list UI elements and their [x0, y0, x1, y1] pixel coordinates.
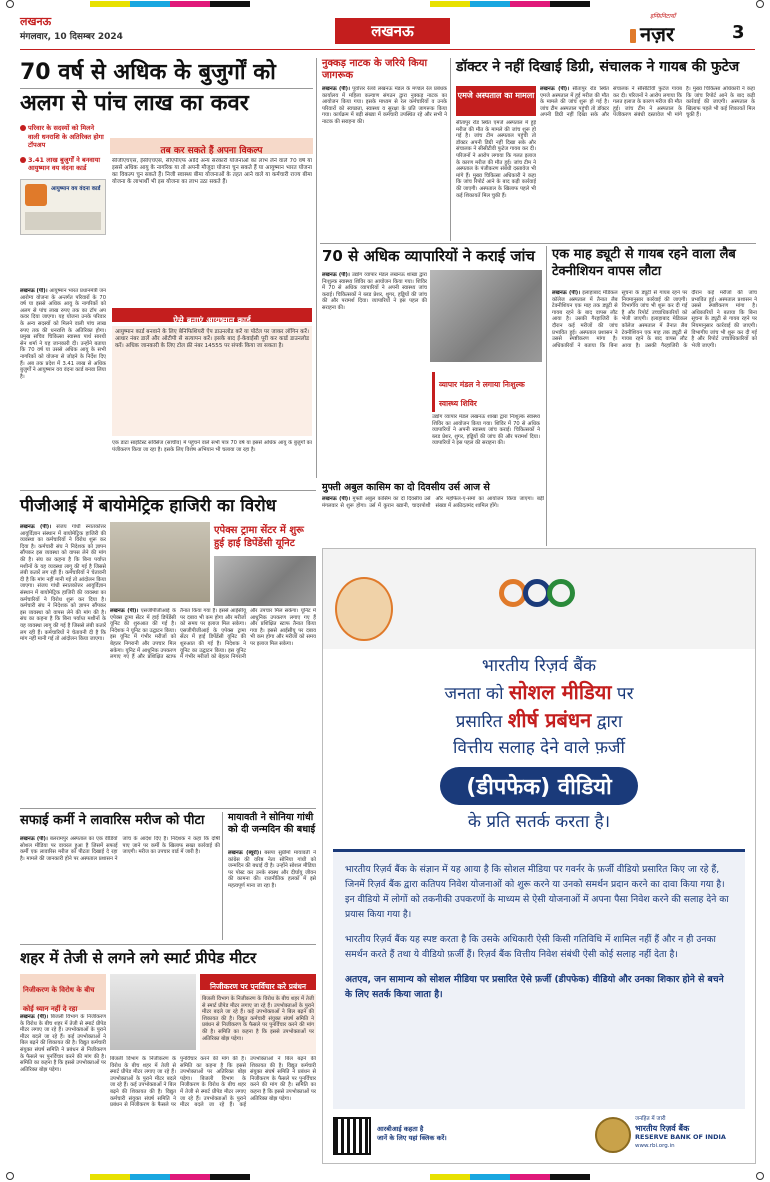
story10-headline: मायावती ने सोनिया गांधी को दी जन्मदिन की बधाई: [228, 812, 316, 835]
ad-pill: (डीपफेक) वीडियो: [440, 767, 637, 805]
ad-footer: [333, 1115, 745, 1159]
bullet-icon: [20, 125, 26, 131]
brand-name: नज़र: [640, 22, 675, 46]
story3-kicker: एमजे अस्पताल का मामला: [456, 86, 536, 116]
story1-highlight1: परिवार के सदस्यों को मिलने वाली धनराशि के अतिरिक्त होगा टॉपअप: [20, 124, 106, 150]
rbi-advertisement: [322, 548, 756, 1164]
story1-headline: [20, 58, 313, 119]
story2-headline: नुक्कड़ नाटक के जरिये किया जागरूक: [322, 58, 428, 81]
story10-body: लखनऊ (ब्यूरो)। बसपा सुप्रीमो मायावती ने कांग्रेस की वरिष्ठ नेता सोनिया गांधी को जन्मदिन की बधाई दी है। उन्होंने सोशल मीडिया पर पोस्ट कर उनके स्वस्थ और दीर्घायु जीवन की कामना की। राजनीतिक हलकों में इसे महत्वपूर्ण माना जा रहा है।: [228, 850, 316, 889]
rbi-seal-icon: [595, 1117, 631, 1153]
ad-body-box: [333, 849, 745, 1109]
registration-mark: [6, 0, 14, 8]
story1-subhead1: [110, 138, 313, 154]
story8-building-photo: [110, 522, 210, 602]
ad-line2: जनता को सोशल मीडिया पर: [444, 680, 634, 704]
ad-footer-left: आरबीआई कहता है जानें के लिए यहां क्लिक करें।: [377, 1125, 447, 1142]
story11-kicker: निजीकरण के विरोध के बीच कोई ध्यान नहीं दे रहा: [20, 974, 106, 1010]
story8-headline: एपेक्स ट्रामा सेंटर में शुरू हुई हाई डिपेंडेंसी यूनिट: [214, 525, 304, 549]
ad-para1: भारतीय रिज़र्व बैंक के संज्ञान में यह आया है कि सोशल मीडिया पर गवर्नर के फ़र्जी वीडियो प्रसारित किए जा रहे हैं, जिनमें रिज़र्व बैंक द्वारा कतिपय निवेश योजनाओं को शुरू करने या उनको समर्थन प्रदान करने का दावा किया गया है। इन वीडियो में लोगों को तकनीकी उपकरणों के माध्यम से ऐसी योजनाओं में अपना पैसा निवेश करने की सलाह देने का प्रयास किया गया है।: [345, 864, 729, 920]
story4-body2: उद्योग व्यापार मंडल लखनऊ शाखा द्वारा निःशुल्क स्वास्थ्य शिविर का आयोजन किया गया। शिविर में 70 से अधिक व्यापारियों ने अपनी स्वास्थ्य जांच कराई। चिकित्सकों ने ब्लड प्रेशर, शुगर, हड्डियों की जांच की और परामर्श दिया। व्यापारियों ने इस पहल की सराहना की।: [432, 414, 540, 447]
masthead: [20, 10, 755, 50]
masthead-city: लखनऊ: [20, 15, 52, 28]
ad-para3: अतएव, जन सामान्य को सोशल मीडिया पर प्रसारित ऐसे फ़र्जी (डीपफेक) वीडियो और उनका शिकार होने से बचने के लिए सतर्क किया जाता है।: [345, 974, 724, 1000]
masthead-date: मंगलवार, 10 दिसम्बर 2024: [20, 32, 123, 42]
story8-inauguration-photo: [214, 556, 316, 606]
story8-body: लखनऊ (पी)। एसजीपीजीआई के एपेक्स ट्रामा सेंटर में हाई डिपेंडेंसी यूनिट की शुरुआत की गई है। निदेशक ने यूनिट का उद्घाटन किया। इस यूनिट में गंभीर मरीजों को बेहतर निगरानी और उपचार मिल सकेगा। यूनिट में आधुनिक उपकरण लगाए गए हैं और प्रशिक्षित स्टाफ तैनात किया गया है। इससे आईसीयू पर दबाव भी कम होगा और मरीजों को समय पर इलाज मिल सकेगा। एसजीपीजीआई के एपेक्स ट्रामा सेंटर में हाई डिपेंडेंसी यूनिट की शुरुआत की गई है। निदेशक ने यूनिट का उद्घाटन किया। इस यूनिट में गंभीर मरीजों को बेहतर निगरानी और उपचार मिल सकेगा। यूनिट में आधुनिक उपकरण लगाए गए हैं और प्रशिक्षित स्टाफ तैनात किया गया है। इससे आईसीयू पर दबाव भी कम होगा और मरीजों को समय पर इलाज मिल सकेगा।: [110, 608, 316, 661]
ad-line1: भारतीय रिज़र्व बैंक: [481, 656, 597, 676]
story4-headline: 70 से अधिक व्यापारियों ने कराई जांच: [322, 247, 535, 265]
bullet-icon: [20, 157, 26, 163]
print-marks-bottom: [0, 1172, 770, 1182]
story6-headline: एक माह ड्यूटी से गायब रहने वाला लैब टेक्नीशियन वापस लौटा: [552, 247, 736, 279]
story9-headline: सफाई कर्मी ने लावारिस मरीज को पीटा: [20, 813, 205, 828]
story1-highlights: [20, 124, 106, 284]
ad-line6: के प्रति सतर्क करता है।: [467, 812, 611, 832]
story1-subhead2-text: ऐसे बनाएं आयुष्मान कार्ड: [173, 316, 251, 326]
story11-subhead: निजीकरण पर पुनर्विचार करे प्रबंधन: [200, 974, 316, 990]
story4-body: लखनऊ (पी)। उद्योग व्यापार मंडल लखनऊ शाखा द्वारा निःशुल्क स्वास्थ्य शिविर का आयोजन किया गया। शिविर में 70 से अधिक व्यापारियों ने अपनी स्वास्थ्य जांच कराई। चिकित्सकों ने ब्लड प्रेशर, शुगर, हड्डियों की जांच की और परामर्श दिया। व्यापारियों ने इस पहल की सराहना की।: [322, 272, 427, 311]
registration-mark: [756, 0, 764, 8]
ad-para2: भारतीय रिज़र्व बैंक यह स्पष्ट करता है कि उसके अधिकारी ऐसी किसी गतिविधि में शामिल नहीं हैं और न ही उनका समर्थन करते हैं तथा ये वीडियो फ़र्जी हैं। रिज़र्व बैंक वित्तीय निवेश संबंधी ऐसी कोई सलाह नहीं देता है।: [345, 934, 716, 960]
brand-pen-icon: [630, 29, 636, 43]
story1-body-a: आयुष्मान भारत प्रधानमंत्री जन आरोग्य योजना के अन्तर्गत परिवारों के 70 वर्ष या इससे अधिक आयु के नागरिकों को अलग से पांच लाख रुपए तक का टॉप अप कवर दिया जाएगा। यह योजना उनके परिवार के अन्य सदस्यों को मिलने वाली पांच लाख रुपए तक की धनराशि के अतिरिक्त होगा। प्रमुख सचिव चिकित्सा स्वास्थ्य पार्थ सारथी सेन शर्मा ने यह जानकारी दी। उन्होंने बताया कि 70 वर्ष या उससे अधिक आयु के सभी नागरिकों को योजना से जोड़ने के निर्देश दिए हैं। अब तक प्रदेश में 3.41 लाख से अधिक बुजुर्गों ने आयुष्मान वय वंदना कार्ड बनवा लिया है।: [20, 288, 106, 380]
smart-meter-photo: [110, 974, 196, 1050]
story4-photo: [430, 270, 542, 362]
story11-body-mid: बिजली विभाग के निजीकरण के विरोध के बीच शहर में तेजी से स्मार्ट प्रीपेड मीटर लगाए जा रहे हैं। उपभोक्ताओं के पुराने मीटर बदले जा रहे हैं। कई उपभोक्ताओं ने बिल बढ़ने की शिकायत की है। विद्युत कर्मचारी संयुक्त संघर्ष समिति ने प्रबंधन से निजीकरण के फैसले पर पुनर्विचार करने की मांग की है। समिति का कहना है कि इससे उपभोक्ताओं पर अतिरिक्त बोझ पड़ेगा।: [200, 994, 316, 1054]
page-number: 3: [732, 22, 745, 43]
ad-swirl-logo-icon: [499, 579, 579, 619]
brand-logo: [630, 20, 674, 47]
story11-headline: शहर में तेजी से लगने लगे स्मार्ट प्रीपेड मीटर: [20, 949, 257, 967]
ayushman-card-image: [20, 179, 106, 235]
story7-body: लखनऊ (पी)। संजय गांधी स्नातकोत्तर आयुर्विज्ञान संस्थान में बायोमेट्रिक हाजिरी की व्यवस्था का कर्मचारियों ने विरोध शुरू कर दिया है। कर्मचारी संघ ने निदेशक को ज्ञापन सौंपकर इस व्यवस्था को वापस लेने की मांग की है। संघ का कहना है कि बिना पर्याप्त मशीनों के यह व्यवस्था लागू की गई है जिससे लंबी कतारें लग रही हैं। कर्मचारियों ने चेतावनी दी है कि मांग नहीं मानी गई तो आंदोलन किया जाएगा। संजय गांधी स्नातकोत्तर आयुर्विज्ञान संस्थान में बायोमेट्रिक हाजिरी की व्यवस्था का कर्मचारियों ने विरोध शुरू कर दिया है। कर्मचारी संघ ने निदेशक को ज्ञापन सौंपकर इस व्यवस्था को वापस लेने की मांग की है। संघ का कहना है कि बिना पर्याप्त मशीनों के यह व्यवस्था लागू की गई है जिससे लंबी कतारें लग रही हैं। कर्मचारियों ने चेतावनी दी है कि मांग नहीं मानी गई तो आंदोलन किया जाएगा।: [20, 524, 106, 643]
story1-body-d: एक डाटा साइंटिस्ट सर्विसेज (साचीव) में पहुंचने वाले सभी पात्र 70 वर्ष या इससे अधिक आयु के बुजुर्गों का पंजीकरण किया जा रहा है। इसके लिए विशेष अभियान भी चलाया जा रहा है।: [112, 440, 312, 453]
ad-footer-right: जनहित में जारी भारतीय रिज़र्व बैंक RESERVE BANK OF INDIA www.rbi.org.in: [635, 1116, 726, 1149]
brand-small: इन्फ़िनिटायाँ: [650, 13, 676, 20]
story1-headline-line2: अलग से पांच लाख का कवर: [20, 88, 313, 119]
ad-line3: प्रसारित शीर्ष प्रबंधन द्वारा: [455, 708, 623, 732]
ad-headline: [323, 653, 755, 837]
story11-body-left: लखनऊ (पी)। बिजली विभाग के निजीकरण के विरोध के बीच शहर में तेजी से स्मार्ट प्रीपेड मीटर लगाए जा रहे हैं। उपभोक्ताओं के पुराने मीटर बदले जा रहे हैं। कई उपभोक्ताओं ने बिल बढ़ने की शिकायत की है। विद्युत कर्मचारी संयुक्त संघर्ष समिति ने प्रबंधन से निजीकरण के फैसले पर पुनर्विचार करने की मांग की है। समिति का कहना है कि इससे उपभोक्ताओं पर अतिरिक्त बोझ पड़ेगा।: [20, 1014, 106, 1073]
story1-subhead2: [112, 308, 312, 326]
print-marks-top: [0, 0, 770, 8]
story5-body: लखनऊ (पी)। मुफ्ती अबुल कासिम का दो दिवसीय उर्स मंगलवार से शुरू होगा। उर्स में कुरान ख्वानी, चादरपोशी और महफिल-ए-समां का आयोजन किया जाएगा। बड़ी संख्या में अकीदतमंद शामिल होंगे।: [322, 496, 544, 509]
story3-body-left: सीतापुर रोड स्थित एमजे अस्पताल में हुई मरीज की मौत के मामले की जांच शुरू हो गई है। जांच टीम अस्पताल पहुंची तो डॉक्टर अपनी डिग्री नहीं दिखा सके और संचालक ने सीसीटीवी फुटेज गायब कर दी। परिजनों ने आरोप लगाया कि गलत इलाज के कारण मरीज की मौत हुई। जांच टीम ने अस्पताल के पंजीकरण संबंधी दस्तावेज भी मांगे हैं। मुख्य चिकित्सा अधिकारी ने कहा कि जांच रिपोर्ट आने के बाद कड़ी कार्रवाई की जाएगी। अस्पताल के खिलाफ पहले भी कई शिकायतें मिल चुकी हैं।: [456, 120, 536, 199]
card-label: आयुष्मान वय वंदना कार्ड: [51, 185, 101, 192]
ad-illustration-icon: [335, 577, 393, 641]
ad-line4: वित्तीय सलाह देने वाले फ़र्जी: [453, 738, 625, 758]
story11-body-bottom: बिजली विभाग के निजीकरण के विरोध के बीच शहर में तेजी से स्मार्ट प्रीपेड मीटर लगाए जा रहे हैं। उपभोक्ताओं के पुराने मीटर बदले जा रहे हैं। कई उपभोक्ताओं ने बिल बढ़ने की शिकायत की है। विद्युत कर्मचारी संयुक्त संघर्ष समिति ने प्रबंधन से निजीकरण के फैसले पर पुनर्विचार करने की मांग की है। समिति का कहना है कि इससे उपभोक्ताओं पर अतिरिक्त बोझ पड़ेगा। बिजली विभाग के निजीकरण के विरोध के बीच शहर में तेजी से स्मार्ट प्रीपेड मीटर लगाए जा रहे हैं। उपभोक्ताओं के पुराने मीटर बदले जा रहे हैं। कई उपभोक्ताओं ने बिल बढ़ने की शिकायत की है। विद्युत कर्मचारी संयुक्त संघर्ष समिति ने प्रबंधन से निजीकरण के फैसले पर पुनर्विचार करने की मांग की है। समिति का कहना है कि इससे उपभोक्ताओं पर अतिरिक्त बोझ पड़ेगा।: [110, 1056, 316, 1109]
story1-highlight2: 3.41 लाख बुजुर्गों ने बनवाया आयुष्मान वय वंदना कार्ड: [20, 156, 106, 173]
story1-headline-line1: 70 वर्ष से अधिक के बुजुर्गों को: [20, 60, 276, 85]
story1-subhead1-text: तब कर सकते हैं अपना विकल्प: [160, 146, 263, 156]
story3-headline: डॉक्टर ने नहीं दिखाई डिग्री, संचालक ने गायब की फुटेज: [456, 59, 740, 75]
story5-headline: मुफ्ती अबुल कासिम का दो दिवसीय उर्स आज से: [322, 482, 490, 493]
story4-kicker: व्यापार मंडल ने लगाया निःशुल्क स्वास्थ्य शिविर: [432, 372, 540, 412]
story1-body-c: आयुष्मान कार्ड बनवाने के लिए बेनिफिशियरी ऐप डाउनलोड करें या पोर्टल पर जाकर लॉगिन करें। आधार नंबर डालें और ओटीपी से सत्यापन करें। इसके बाद ई-केवाईसी पूरी कर कार्ड डाउनलोड करें। अधिक जानकारी के लिए टोल फ्री नंबर 14555 पर संपर्क किया जा सकता है।: [112, 326, 312, 436]
story1-body-b: सीजीएचएस, ईसीएचएस, सीएपीएफ आदि अन्य सरकारी योजनाओं का लाभ लेने वाले 70 वर्ष या इससे अधिक आयु के नागरिक या तो अपनी मौजूदा योजना चुन सकते हैं या आयुष्मान भारत योजना का विकल्प चुन सकते हैं। निजी स्वास्थ्य बीमा योजनाओं के तहत आने वाले या कर्मचारी राज्य बीमा योजना के लाभार्थी भी इस योजना का लाभ उठा सकते हैं।: [112, 158, 312, 185]
story1-dateline: लखनऊ (पी)।: [20, 288, 48, 294]
qr-code-icon[interactable]: [333, 1117, 371, 1155]
story6-body: लखनऊ (पी)। इलाहाबाद मेडिकल कॉलेज अस्पताल में तैनात लैब टेक्नीशियन एक माह तक ड्यूटी से गायब रहने के बाद वापस लौट आया है। उसकी गैरहाजिरी के दौरान कई मरीजों की जांच प्रभावित हुई। अस्पताल प्रशासन ने उससे स्पष्टीकरण मांगा है। अधिकारियों ने बताया कि बिना सूचना के ड्यूटी से गायब रहने पर नियमानुसार कार्रवाई की जाएगी। विभागीय जांच भी शुरू कर दी गई है और रिपोर्ट उच्चाधिकारियों को भेजी जाएगी। इलाहाबाद मेडिकल कॉलेज अस्पताल में तैनात लैब टेक्नीशियन एक माह तक ड्यूटी से गायब रहने के बाद वापस लौट आया है। उसकी गैरहाजिरी के दौरान कई मरीजों की जांच प्रभावित हुई। अस्पताल प्रशासन ने उससे स्पष्टीकरण मांगा है। अधिकारियों ने बताया कि बिना सूचना के ड्यूटी से गायब रहने पर नियमानुसार कार्रवाई की जाएगी। विभागीय जांच भी शुरू कर दी गई है और रिपोर्ट उच्चाधिकारियों को भेजी जाएगी।: [552, 290, 757, 349]
story3-body: लखनऊ (पी)। सीतापुर रोड स्थित एमजे अस्पताल में हुई मरीज की मौत के मामले की जांच शुरू हो गई है। जांच टीम अस्पताल पहुंची तो डॉक्टर अपनी डिग्री नहीं दिखा सके और संचालक ने सीसीटीवी फुटेज गायब कर दी। परिजनों ने आरोप लगाया कि गलत इलाज के कारण मरीज की मौत हुई। जांच टीम ने अस्पताल के पंजीकरण संबंधी दस्तावेज भी मांगे हैं। मुख्य चिकित्सा अधिकारी ने कहा कि जांच रिपोर्ट आने के बाद कड़ी कार्रवाई की जाएगी। अस्पताल के खिलाफ पहले भी कई शिकायतें मिल चुकी हैं।: [540, 86, 755, 119]
story2-body: लखनऊ (पी)। पूर्वोत्तर रेलवे लखनऊ मंडल के मण्डल रेल प्रबंधक कार्यालय में महिला कल्याण संगठन द्वारा नुक्कड़ नाटक का आयोजन किया गया। इसके माध्यम से रेल कर्मचारियों व उनके परिवारों को स्वच्छता, स्वास्थ्य व सुरक्षा के प्रति जागरूक किया गया। कार्यक्रम में बड़ी संख्या में कर्मचारी उपस्थित रहे और सभी ने नाटक की सराहना की।: [322, 86, 447, 125]
section-title: लखनऊ: [335, 18, 450, 44]
story7-headline: पीजीआई में बायोमेट्रिक हाजिरी का विरोध: [20, 496, 277, 516]
story9-body: लखनऊ (पी)। बलरामपुर अस्पताल का एक वीडियो सोशल मीडिया पर वायरल हुआ है जिसमें सफाई कर्मी एक लावारिस मरीज को पीटता दिखाई दे रहा है। मामले की जानकारी होने पर अस्पताल प्रशासन ने जांच के आदेश दिए हैं। निदेशक ने कहा कि दोषी पाए जाने पर कर्मी के खिलाफ सख्त कार्रवाई की जाएगी। मरीज का उपचार वार्ड में जारी है।: [20, 836, 220, 862]
